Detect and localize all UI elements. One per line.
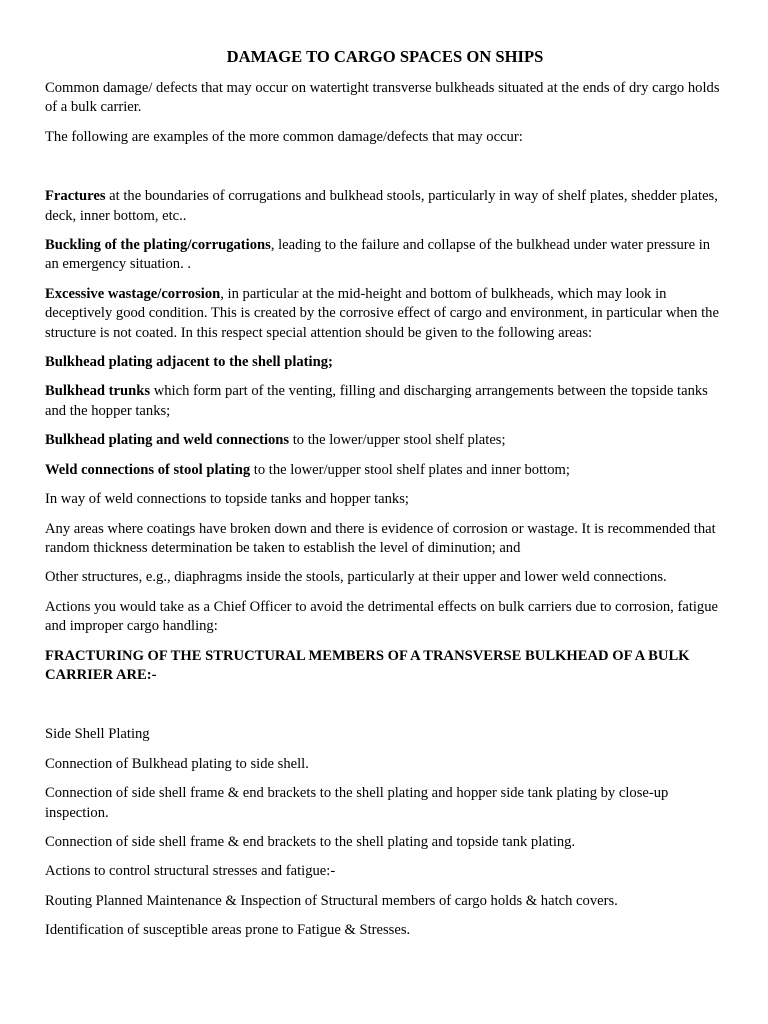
document-title: DAMAGE TO CARGO SPACES ON SHIPS — [226, 47, 544, 66]
defect-text: , in particular at the mid-height and bottom of bulkheads, which may look in deceptively good condition. This is created by the corrosive effect of cargo and environment, in particular when the structure is not coated. In this respect special attention should be given to the following areas: — [45, 285, 719, 341]
area-item — [45, 382, 725, 421]
fracturing-heading-text: FRACTURING OF THE STRUCTURAL MEMBERS OF A TRANSVERSE BULKHEAD OF A BULK CARRIER ARE:- — [45, 647, 690, 683]
area-item — [45, 461, 725, 480]
defect-term: Fractures — [45, 188, 106, 205]
body-paragraph: Connection of Bulkhead plating to side shell. — [45, 755, 309, 772]
defect-term: Excessive wastage/corrosion — [45, 285, 221, 302]
body-paragraph: Any areas where coatings have broken down and there is evidence of corrosion or wastage. It is recommended that random thickness determination be taken to establish the level of diminution; and — [45, 520, 716, 556]
spacer — [45, 157, 725, 187]
body-paragraph: Other structures, e.g., diaphragms inside the stools, particularly at their upper and lower weld connections. — [45, 569, 667, 586]
area-text: to the lower/upper stool shelf plates; — [289, 432, 506, 449]
spacer — [45, 695, 725, 725]
defect-text: , leading to the failure and collapse of the bulkhead under water pressure in an emergency situation. . — [45, 237, 711, 273]
defect-item-fractures — [45, 187, 725, 226]
document-page — [45, 46, 725, 951]
body-paragraph: In way of weld connections to topside tanks and hopper tanks; — [45, 491, 409, 508]
fracturing-heading — [45, 647, 725, 686]
defect-term: Buckling of the plating/corrugations — [45, 237, 271, 254]
body-paragraph: Actions you would take as a Chief Officer to avoid the detrimental effects on bulk carriers due to corrosion, fatigue and improper cargo handling: — [45, 598, 718, 635]
body-paragraph: Connection of side shell frame & end brackets to the shell plating and hopper side tank plating by close-up inspection. — [45, 785, 669, 821]
area-term: Weld connections of stool plating — [45, 461, 251, 478]
area-text: to the lower/upper stool shelf plates and inner bottom; — [250, 461, 570, 478]
defect-item-buckling — [45, 236, 725, 275]
defect-text: at the boundaries of corrugations and bulkhead stools, particularly in way of shelf plates, shedder plates, deck, inner bottom, etc.. — [45, 188, 718, 224]
area-term: Bulkhead plating adjacent to the shell plating; — [45, 354, 333, 371]
body-paragraph: Side Shell Plating — [45, 726, 150, 743]
area-text: which form part of the venting, filling and discharging arrangements between the topside tanks and the hopper tanks; — [45, 383, 708, 419]
intro-paragraph: The following are examples of the more common damage/defects that may occur: — [45, 128, 523, 145]
body-paragraph: Routing Planned Maintenance & Inspection of Structural members of cargo holds & hatch covers. — [45, 892, 618, 909]
defect-item-wastage — [45, 285, 725, 343]
area-term: Bulkhead trunks — [45, 383, 151, 400]
body-paragraph: Identification of susceptible areas prone to Fatigue & Stresses. — [45, 922, 411, 939]
area-item — [45, 353, 725, 372]
intro-paragraph: Common damage/ defects that may occur on watertight transverse bulkheads situated at the ends of dry cargo holds of a bulk carrier. — [45, 80, 720, 116]
area-item — [45, 431, 725, 450]
body-paragraph: Connection of side shell frame & end brackets to the shell plating and topside tank plating. — [45, 833, 576, 850]
area-term: Bulkhead plating and weld connections — [45, 432, 290, 449]
body-paragraph: Actions to control structural stresses and fatigue:- — [45, 863, 336, 880]
